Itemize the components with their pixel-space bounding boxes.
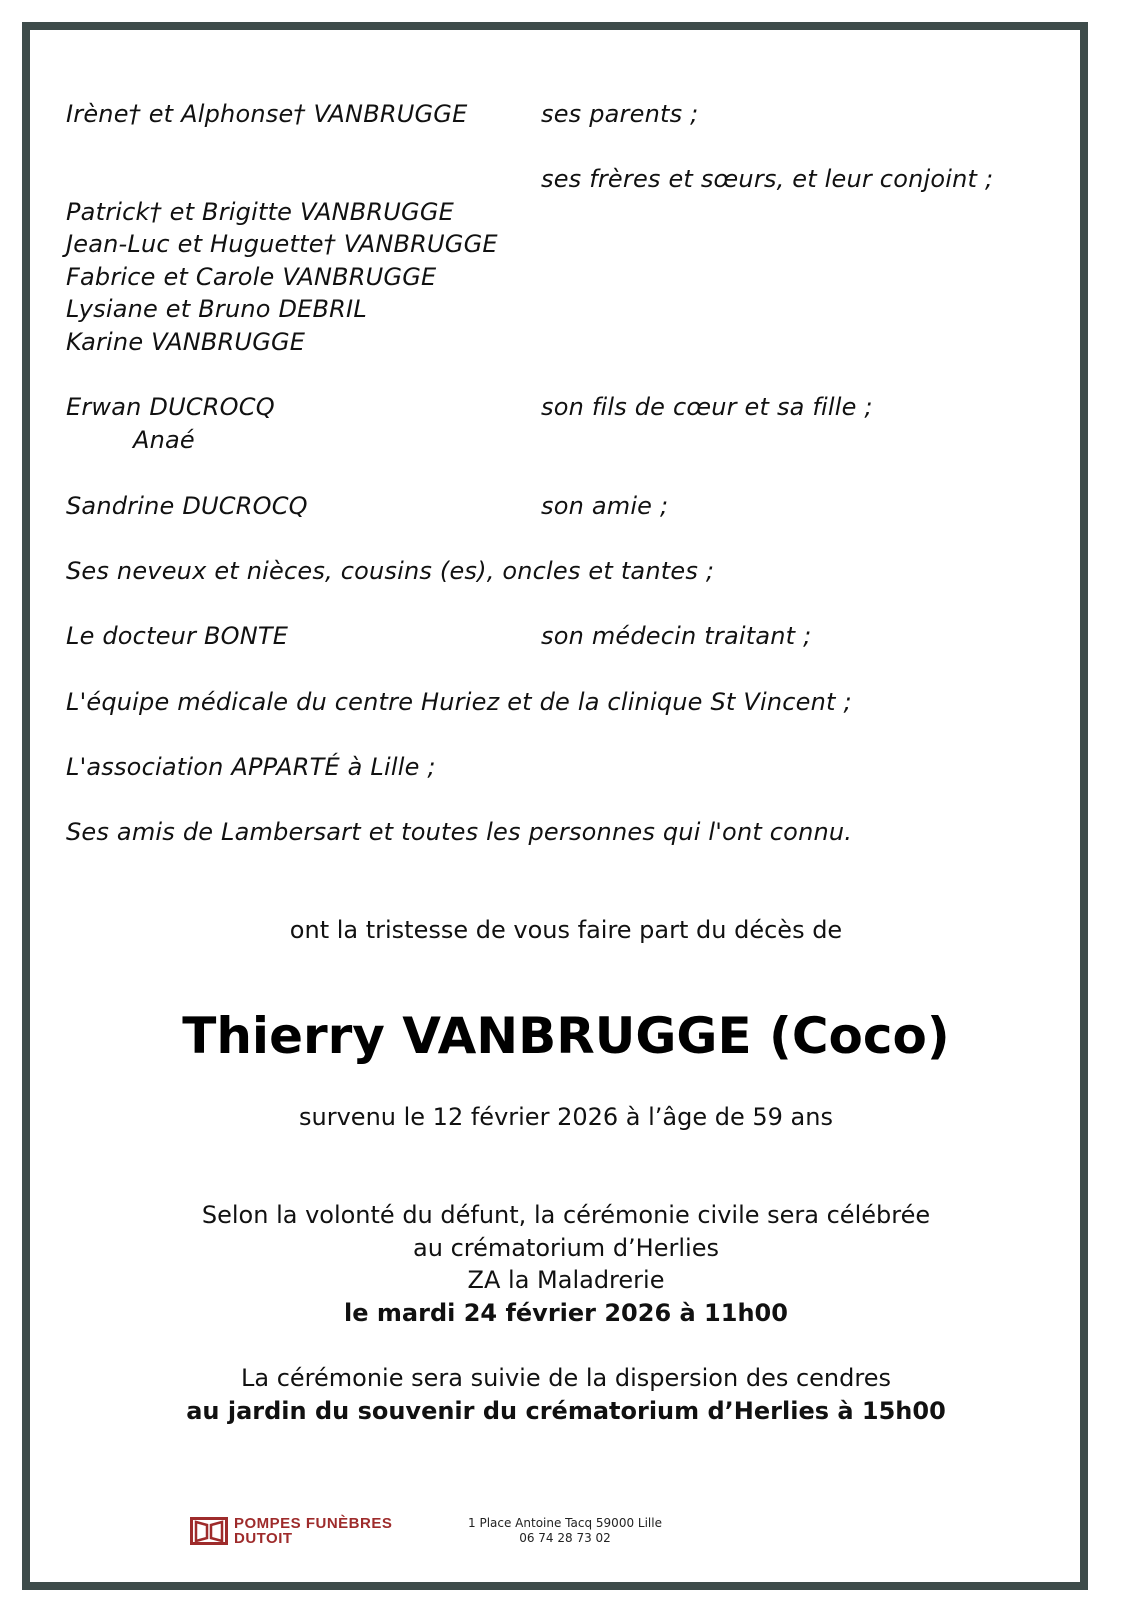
daughter-name: Anaé xyxy=(133,426,195,454)
siblings-role: ses frères et sœurs, et leur conjoint ; xyxy=(541,165,994,193)
sibling-line: Jean-Luc et Huguette† VANBRUGGE xyxy=(66,230,498,258)
logo-line-1: POMPES FUNÈBRES xyxy=(234,1515,393,1532)
ceremony-address: ZA la Maladrerie xyxy=(467,1266,665,1294)
parents-names: Irène† et Alphonse† VANBRUGGE xyxy=(66,100,468,128)
relatives-line: Ses neveux et nièces, cousins (es), oncles et tantes ; xyxy=(66,557,715,585)
parents-role: ses parents ; xyxy=(541,100,699,128)
deceased-name: Thierry VANBRUGGE (Coco) xyxy=(182,1007,950,1065)
phone-number: 06 74 28 73 02 xyxy=(519,1531,611,1545)
sibling-line: Patrick† et Brigitte VANBRUGGE xyxy=(66,198,454,226)
medical-team-line: L'équipe médicale du centre Huriez et de la clinique St Vincent ; xyxy=(66,688,852,716)
ceremony-line: Selon la volonté du défunt, la cérémonie civile sera célébrée xyxy=(201,1201,931,1229)
doctor-name: Le docteur BONTE xyxy=(66,622,289,650)
door-logo-icon xyxy=(190,1517,228,1545)
death-info: survenu le 12 février 2026 à l’âge de 59 ans xyxy=(299,1103,833,1131)
logo-wordmark xyxy=(234,1516,392,1546)
dispersion-place: au jardin du souvenir du crématorium d’Herlies à 15h00 xyxy=(186,1397,946,1425)
logo-line-2: DUTOIT xyxy=(234,1530,293,1547)
ceremony-date: le mardi 24 février 2026 à 11h00 xyxy=(344,1299,788,1327)
sibling-line: Karine VANBRUGGE xyxy=(66,328,306,356)
ceremony-location: au crématorium d’Herlies xyxy=(413,1234,719,1262)
announcement-intro: ont la tristesse de vous faire part du décès de xyxy=(289,916,843,944)
doctor-role: son médecin traitant ; xyxy=(541,622,812,650)
association-line: L'association APPARTÉ à Lille ; xyxy=(66,753,436,781)
funeral-home-logo xyxy=(190,1516,392,1546)
son-of-heart-name: Erwan DUCROCQ xyxy=(66,393,275,421)
sibling-line: Fabrice et Carole VANBRUGGE xyxy=(66,263,437,291)
friend-role: son amie ; xyxy=(541,492,669,520)
funeral-home-contact xyxy=(455,1516,675,1546)
dispersion-line: La cérémonie sera suivie de la dispersion des cendres xyxy=(241,1364,891,1392)
children-role: son fils de cœur et sa fille ; xyxy=(541,393,873,421)
friends-line: Ses amis de Lambersart et toutes les personnes qui l'ont connu. xyxy=(66,818,853,846)
friend-name: Sandrine DUCROCQ xyxy=(66,492,308,520)
address: 1 Place Antoine Tacq 59000 Lille xyxy=(468,1516,662,1530)
sibling-line: Lysiane et Bruno DEBRIL xyxy=(66,295,367,323)
